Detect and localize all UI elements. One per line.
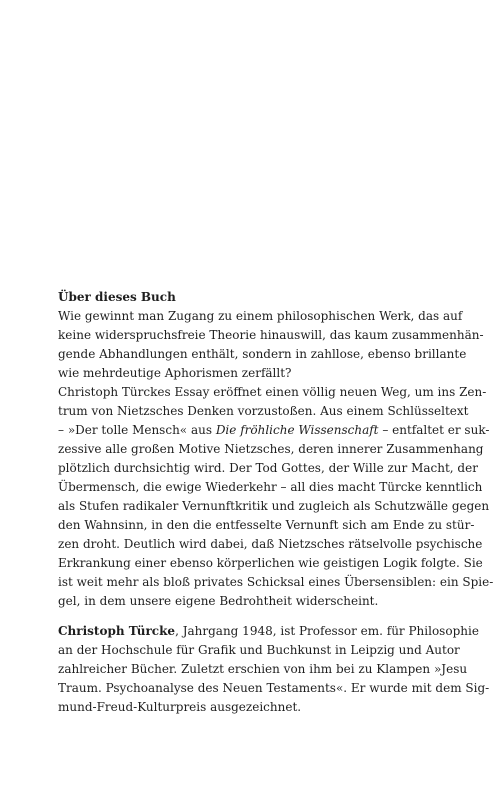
author-name: Christoph Türcke — [58, 624, 176, 638]
text-line: trum von Nietzsches Denken vorzustoßen. Aus einem Schlüsseltext — [58, 404, 469, 418]
text-line: an der Hochschule für Grafik und Buchkunst in Leipzig und Autor — [58, 643, 460, 657]
text-line: zessive alle großen Motive Nietzsches, deren innerer Zusammenhang — [58, 442, 484, 456]
text-line: gende Abhandlungen enthält, sondern in zahllose, ebenso brillante — [58, 347, 467, 361]
text-line: mund-Freud-Kulturpreis ausgezeichnet. — [58, 700, 302, 714]
text-line: keine widerspruchsfreie Theorie hinauswill, das kaum zusammenhän- — [58, 328, 484, 342]
text-line: den Wahnsinn, in den die entfesselte Vernunft sich am Ende zu stür- — [58, 518, 475, 532]
text-line: Wie gewinnt man Zugang zu einem philosophischen Werk, das auf — [58, 309, 463, 323]
author-bio-first-line: Christoph Türcke, Jahrgang 1948, ist Professor em. für Philosophie — [58, 624, 479, 638]
text-line: plötzlich durchsichtig wird. Der Tod Gottes, der Wille zur Macht, der — [58, 461, 478, 475]
paragraph-spacer — [58, 611, 436, 622]
section-heading: Über dieses Buch — [58, 290, 176, 304]
text-line: Übermensch, die ewige Wiederkehr – all dies macht Türcke kenntlich — [58, 480, 483, 494]
text-line: ist weit mehr als bloß privates Schicksal eines Übersensiblen: ein Spie- — [58, 575, 493, 589]
text-line: zen droht. Deutlich wird dabei, daß Nietzsches rätselvolle psychische — [58, 537, 483, 551]
book-title: Die fröhliche Wissenschaft — [215, 423, 379, 437]
text-line: gel, in dem unsere eigene Bedrohtheit widerscheint. — [58, 594, 379, 608]
text-line: zahlreicher Bücher. Zuletzt erschien von ihm bei zu Klampen »Jesu — [58, 662, 468, 676]
text-line: Christoph Türckes Essay eröffnet einen völlig neuen Weg, um ins Zen- — [58, 385, 487, 399]
text-line: Erkrankung einer ebenso körperlichen wie geistigen Logik folgte. Sie — [58, 556, 483, 570]
text-line-with-book-title: – »Der tolle Mensch« aus Die fröhliche Wissenschaft – entfaltet er suk- — [58, 423, 490, 437]
text-line: als Stufen radikaler Vernunftkritik und zugleich als Schutzwälle gegen — [58, 499, 490, 513]
about-book-section — [58, 288, 493, 717]
text-line: Traum. Psychoanalyse des Neuen Testaments«. Er wurde mit dem Sig- — [58, 681, 490, 695]
text-line: wie mehrdeutige Aphorismen zerfällt? — [58, 366, 292, 380]
